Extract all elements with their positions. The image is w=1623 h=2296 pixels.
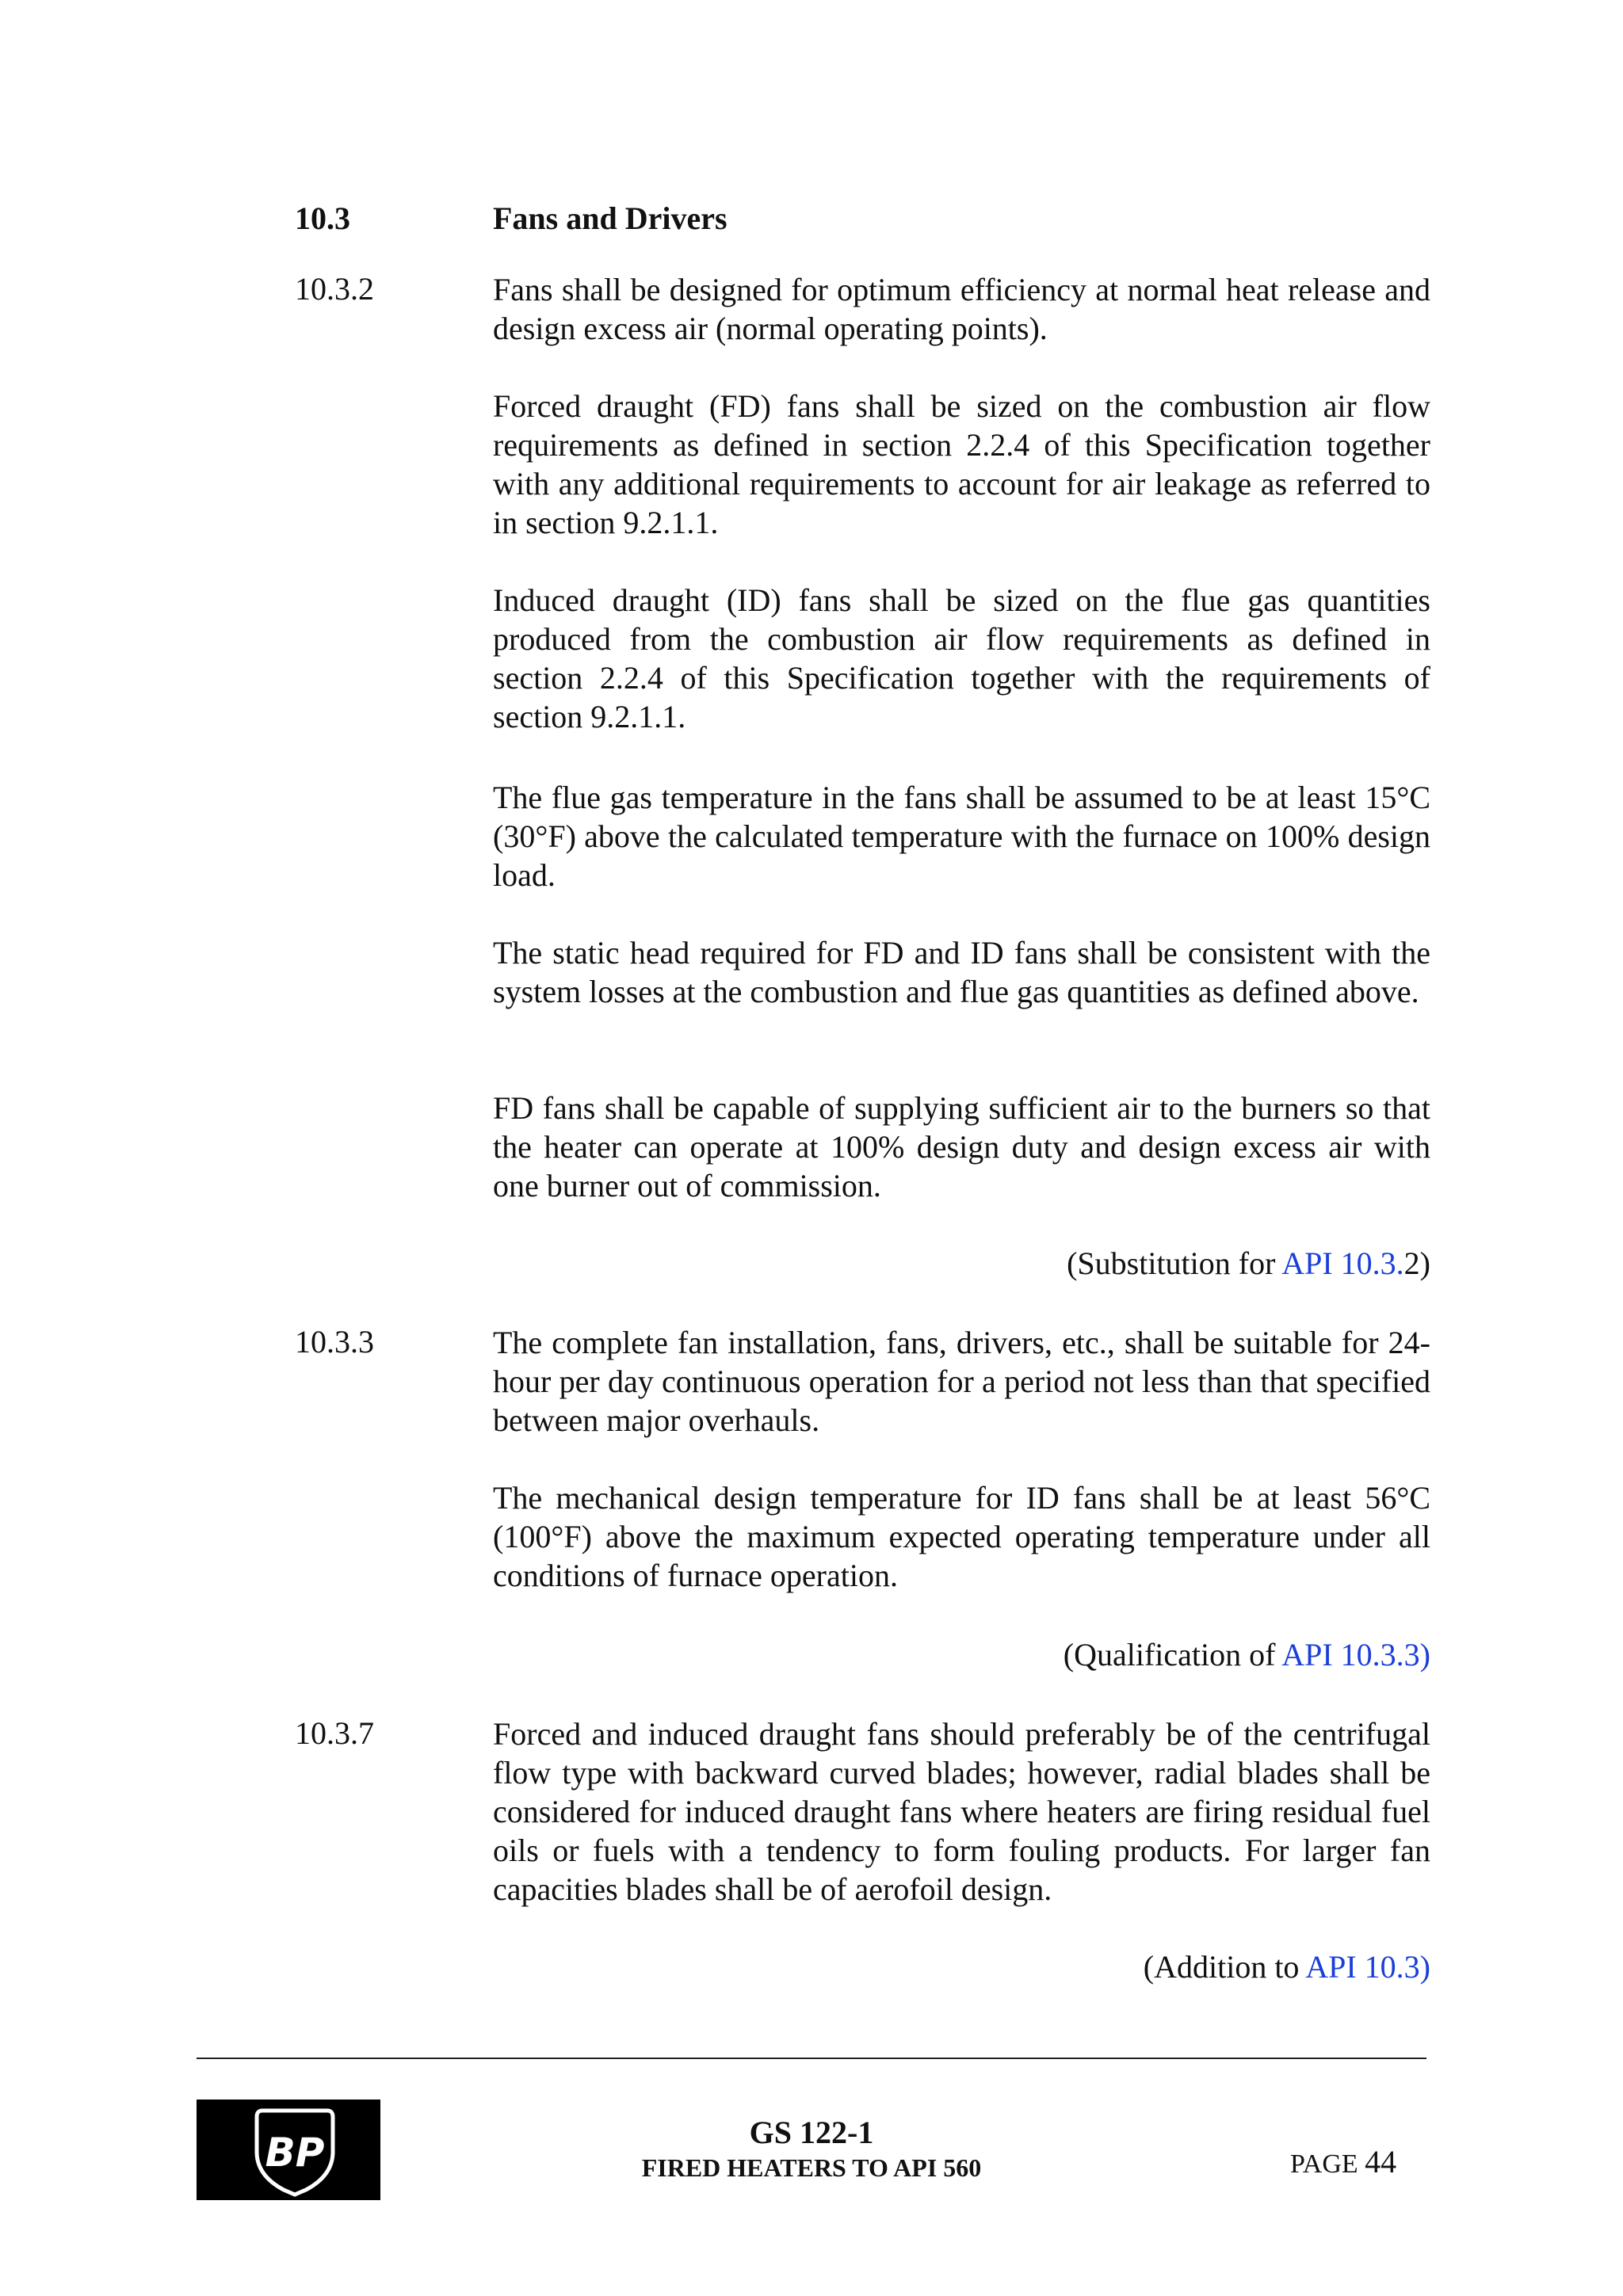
clause-paragraph: Induced draught (ID) fans shall be sized on the flue gas quantities produced from the combustion air flow requirements as defined in section 2.2.4 of this Specification together with the requirements of section 9.2.1.1. xyxy=(493,582,1430,734)
document-code: GS 122-1 xyxy=(749,2115,874,2150)
api-link[interactable]: API 10.3.3) xyxy=(1281,1637,1430,1672)
clause-paragraph: The complete fan installation, fans, drivers, etc., shall be suitable for 24-hour per day continuous operation for a period not less than that specified between major overhauls. xyxy=(493,1325,1430,1438)
clause-paragraph: Forced and induced draught fans should preferably be of the centrifugal flow type with backward curved blades; however, radial blades shall be considered for induced draught fans where heaters are firing residual fuel oils or fuels with a tendency to form fouling products. For larger fan capacities blades shall be of aerofoil design. xyxy=(493,1716,1430,1907)
reference-prefix: (Qualification of xyxy=(1063,1637,1282,1672)
api-reference xyxy=(1064,1636,1430,1673)
api-reference xyxy=(1144,1948,1430,1985)
footer-divider xyxy=(197,2058,1426,2059)
page-number xyxy=(1290,2143,1396,2180)
reference-prefix: (Substitution for xyxy=(1067,1245,1282,1281)
section-title: Fans and Drivers xyxy=(493,200,727,236)
svg-text:BP: BP xyxy=(265,2130,325,2176)
clause-number-10-3-2: 10.3.2 xyxy=(295,271,374,307)
page-number-value: 44 xyxy=(1365,2144,1397,2180)
reference-suffix: 2) xyxy=(1403,1245,1430,1281)
page-label: PAGE xyxy=(1290,2149,1358,2179)
clause-paragraph: FD fans shall be capable of supplying sufficient air to the burners so that the heater can operate at 100% design duty and design excess air with one burner out of commission. xyxy=(493,1090,1430,1203)
clause-number-10-3-7: 10.3.7 xyxy=(295,1715,374,1751)
api-reference xyxy=(1067,1245,1430,1282)
document-title: FIRED HEATERS TO API 560 xyxy=(641,2153,982,2182)
clause-paragraph: The flue gas temperature in the fans shall be assumed to be at least 15°C (30°F) above the calculated temperature with the furnace on 100% design load. xyxy=(493,780,1430,893)
clause-number-10-3-3: 10.3.3 xyxy=(295,1324,374,1360)
clause-paragraph: The static head required for FD and ID fans shall be consistent with the system losses at the combustion and flue gas quantities as defined above. xyxy=(493,935,1430,1009)
api-link[interactable]: API 10.3) xyxy=(1305,1949,1430,1985)
section-number: 10.3 xyxy=(295,200,350,236)
clause-paragraph: Fans shall be designed for optimum efficiency at normal heat release and design excess air (normal operating points). xyxy=(493,272,1430,346)
clause-paragraph: Forced draught (FD) fans shall be sized on the combustion air flow requirements as defined in section 2.2.4 of this Specification together with any additional requirements to account for air leakage as referred to in section 9.2.1.1. xyxy=(493,388,1430,540)
reference-prefix: (Addition to xyxy=(1143,1949,1306,1985)
clause-paragraph: The mechanical design temperature for ID fans shall be at least 56°C (100°F) above the maximum expected operating temperature under all conditions of furnace operation. xyxy=(493,1480,1430,1593)
api-link[interactable]: API 10.3. xyxy=(1281,1245,1404,1281)
